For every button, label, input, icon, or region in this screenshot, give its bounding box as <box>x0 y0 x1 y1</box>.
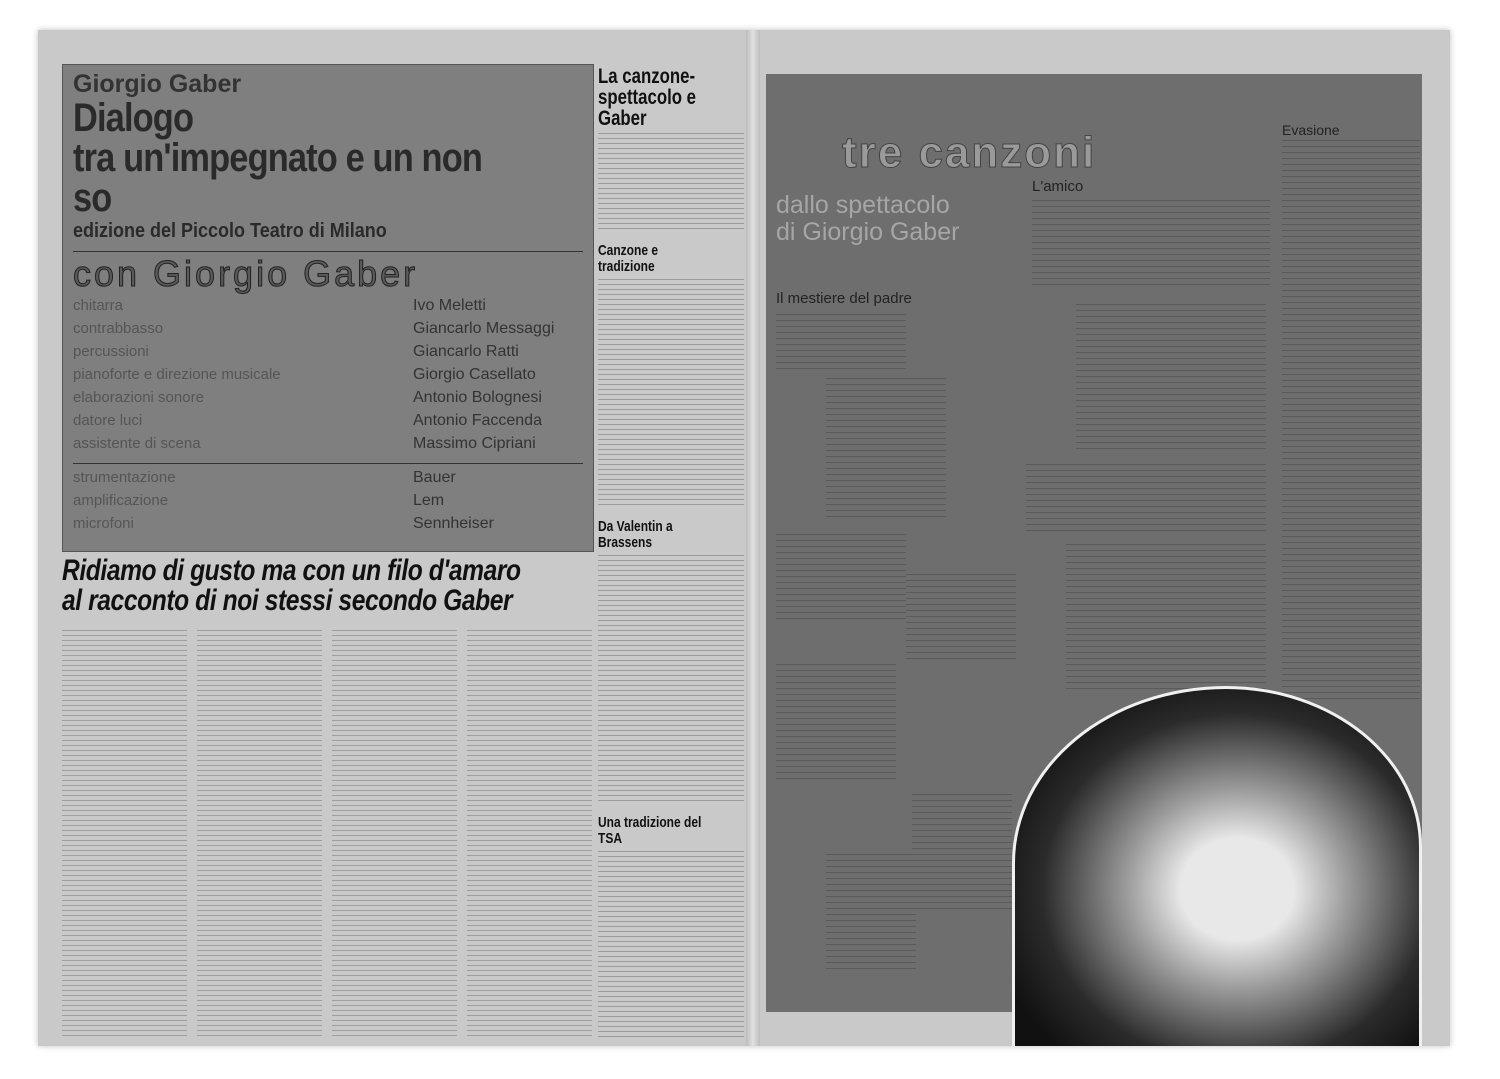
credit-row <box>73 512 583 535</box>
side-heading: La canzone-spettacolo e Gaber <box>598 65 697 130</box>
text-column <box>62 630 187 1040</box>
credits-edition: edizione del Piccolo Teatro di Milano <box>73 220 387 242</box>
credit-row <box>73 466 583 489</box>
credit-person: Giorgio Casellato <box>413 366 536 383</box>
lyrics-panel <box>766 74 1422 1012</box>
lyrics-subtitle <box>776 192 959 246</box>
text-column <box>197 630 322 1040</box>
credit-row <box>73 317 583 340</box>
credit-role: contrabbasso <box>73 320 164 337</box>
side-heading: Canzone e tradizione <box>598 242 659 275</box>
credit-role: datore luci <box>73 412 143 429</box>
page-fold <box>746 30 760 1046</box>
lyrics-text <box>1066 544 1266 694</box>
lyrics-text <box>1032 200 1270 290</box>
lyrics-text <box>826 854 916 974</box>
lyrics-text <box>776 664 896 784</box>
subtitle-line1: dallo spettacolo <box>776 191 950 219</box>
article-body <box>62 630 592 1040</box>
divider <box>73 251 583 252</box>
credit-role: strumentazione <box>73 469 176 486</box>
left-page <box>38 30 746 1046</box>
credit-person: Lem <box>413 492 445 509</box>
credit-row <box>73 489 583 512</box>
credits-title-line1: Dialogo <box>73 96 194 140</box>
credit-person: Bauer <box>413 469 456 486</box>
side-text-block <box>598 133 744 233</box>
lyrics-text <box>1026 464 1266 534</box>
side-text-block <box>598 279 744 509</box>
lyrics-text <box>776 314 906 374</box>
credit-row <box>73 432 583 455</box>
newspaper-spread <box>38 30 1450 1046</box>
song-title: Il mestiere del padre <box>776 290 912 307</box>
right-page <box>760 30 1450 1046</box>
headline-line2: al racconto di noi stessi secondo Gaber <box>62 584 513 617</box>
side-text-block <box>598 555 744 805</box>
credit-role: elaborazioni sonore <box>73 389 204 406</box>
side-text-block <box>598 851 744 1041</box>
credits-con: con Giorgio Gaber <box>73 253 419 294</box>
credit-person: Ivo Meletti <box>413 297 486 314</box>
lyrics-text <box>826 378 946 518</box>
subtitle-line2: di Giorgio Gaber <box>776 218 960 246</box>
song-title: Evasione <box>1282 122 1340 138</box>
divider <box>73 463 583 464</box>
side-heading: Da Valentin a Brassens <box>598 518 673 551</box>
portrait-photo <box>1012 686 1422 1046</box>
lyrics-title: tre canzoni <box>842 128 1097 177</box>
credit-person: Giancarlo Messaggi <box>413 320 555 337</box>
credits-box <box>62 64 594 552</box>
credits-role-list <box>73 294 583 535</box>
lyrics-text <box>906 574 1016 664</box>
credit-role: pianoforte e direzione musicale <box>73 366 281 383</box>
lyrics-text <box>1282 140 1420 700</box>
side-heading: Una tradizione del TSA <box>598 814 702 847</box>
lyrics-text <box>776 534 906 624</box>
credits-title-line2: tra un'impegnato e un non so <box>73 136 483 220</box>
credit-person: Antonio Faccenda <box>413 412 542 429</box>
credit-row <box>73 363 583 386</box>
song-title: L'amico <box>1032 178 1084 195</box>
lyrics-text <box>912 794 1012 914</box>
credit-role: amplificazione <box>73 492 169 509</box>
credit-person: Antonio Bolognesi <box>413 389 542 406</box>
credit-row <box>73 409 583 432</box>
credit-role: assistente di scena <box>73 435 201 452</box>
credit-person: Sennheiser <box>413 515 494 532</box>
credit-row <box>73 294 583 317</box>
credit-row <box>73 386 583 409</box>
text-column <box>467 630 592 1040</box>
credit-role: chitarra <box>73 297 124 314</box>
credit-person: Giancarlo Ratti <box>413 343 519 360</box>
credits-author: Giorgio Gaber <box>73 70 242 98</box>
lyrics-text <box>1076 304 1266 454</box>
side-column <box>598 66 744 1038</box>
text-column <box>332 630 457 1040</box>
credit-role: microfoni <box>73 515 134 532</box>
headline-line1: Ridiamo di gusto ma con un filo d'amaro <box>62 554 521 587</box>
credit-person: Massimo Cipriani <box>413 435 536 452</box>
credit-role: percussioni <box>73 343 149 360</box>
article-headline <box>62 556 620 616</box>
credit-row <box>73 340 583 363</box>
